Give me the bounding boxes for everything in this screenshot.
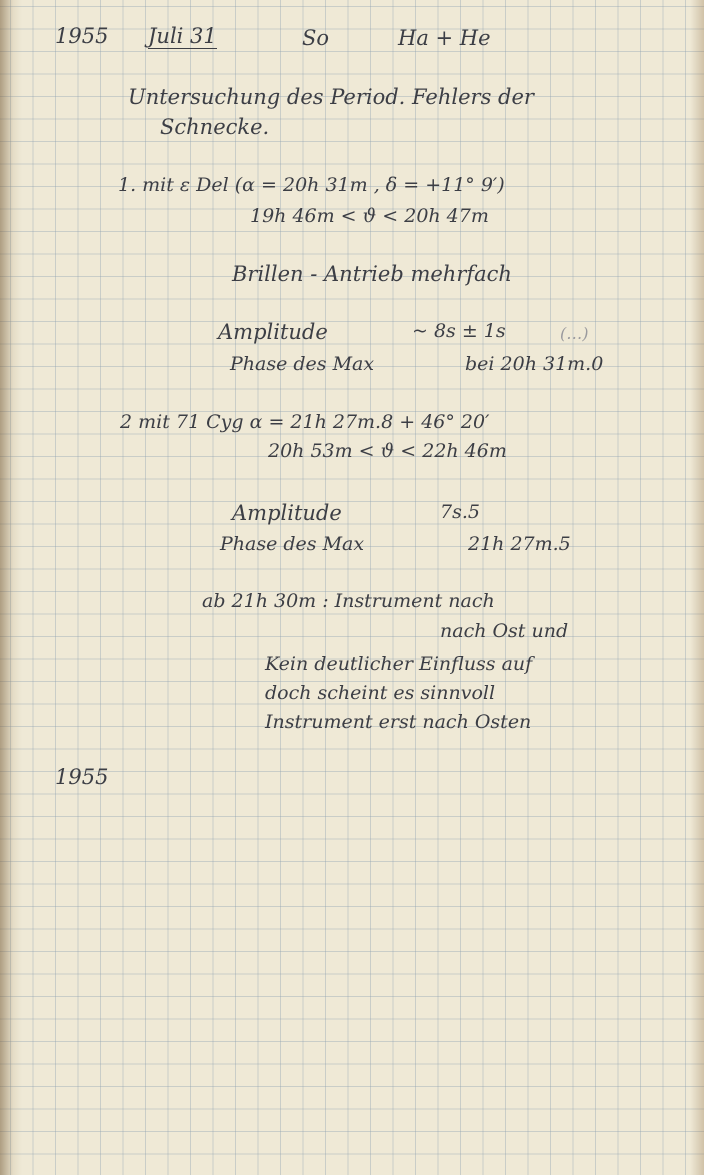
binding-shadow bbox=[0, 0, 22, 1175]
remark-line-1: ab 21h 30m : Instrument nach bbox=[202, 590, 495, 612]
section1-amplitude-note: (…) bbox=[560, 324, 589, 343]
remark-line-3: Kein deutlicher Einfluss auf bbox=[265, 653, 533, 675]
header-year: 1955 bbox=[55, 24, 109, 48]
header-weekday: So bbox=[302, 26, 330, 50]
section1-phase-label: Phase des Max bbox=[230, 353, 375, 375]
title-line-2: Schnecke. bbox=[160, 115, 270, 139]
section2-line-2: 20h 53m < ϑ < 22h 46m bbox=[268, 440, 507, 462]
section1-phase-value: bei 20h 31m.0 bbox=[465, 353, 604, 375]
header-date: Juli 31 bbox=[148, 24, 217, 48]
section2-phase-label: Phase des Max bbox=[220, 533, 365, 555]
header-note: Ha + He bbox=[398, 26, 491, 50]
remark-line-2: nach Ost und bbox=[440, 620, 569, 642]
section1-line-2: 19h 46m < ϑ < 20h 47m bbox=[250, 205, 489, 227]
section2-line-1: 2 mit 71 Cyg α = 21h 27m.8 + 46° 20′ bbox=[120, 411, 490, 433]
section1-line-3: Brillen - Antrieb mehrfach bbox=[232, 262, 512, 286]
footer-year: 1955 bbox=[55, 765, 109, 789]
section1-line-1: 1. mit ε Del (α = 20h 31m , δ = +11° 9′) bbox=[118, 174, 505, 196]
section1-amplitude-label: Amplitude bbox=[218, 320, 328, 344]
title-line-1: Untersuchung des Period. Fehlers der bbox=[128, 85, 534, 109]
section2-amplitude-value: 7s.5 bbox=[440, 501, 480, 523]
section2-amplitude-label: Amplitude bbox=[232, 501, 342, 525]
section1-amplitude-value: ~ 8s ± 1s bbox=[412, 320, 506, 342]
page-edge-shadow bbox=[690, 0, 704, 1175]
remark-line-5: Instrument erst nach Osten bbox=[265, 711, 532, 733]
remark-line-4: doch scheint es sinnvoll bbox=[265, 682, 496, 704]
section2-phase-value: 21h 27m.5 bbox=[468, 533, 571, 555]
